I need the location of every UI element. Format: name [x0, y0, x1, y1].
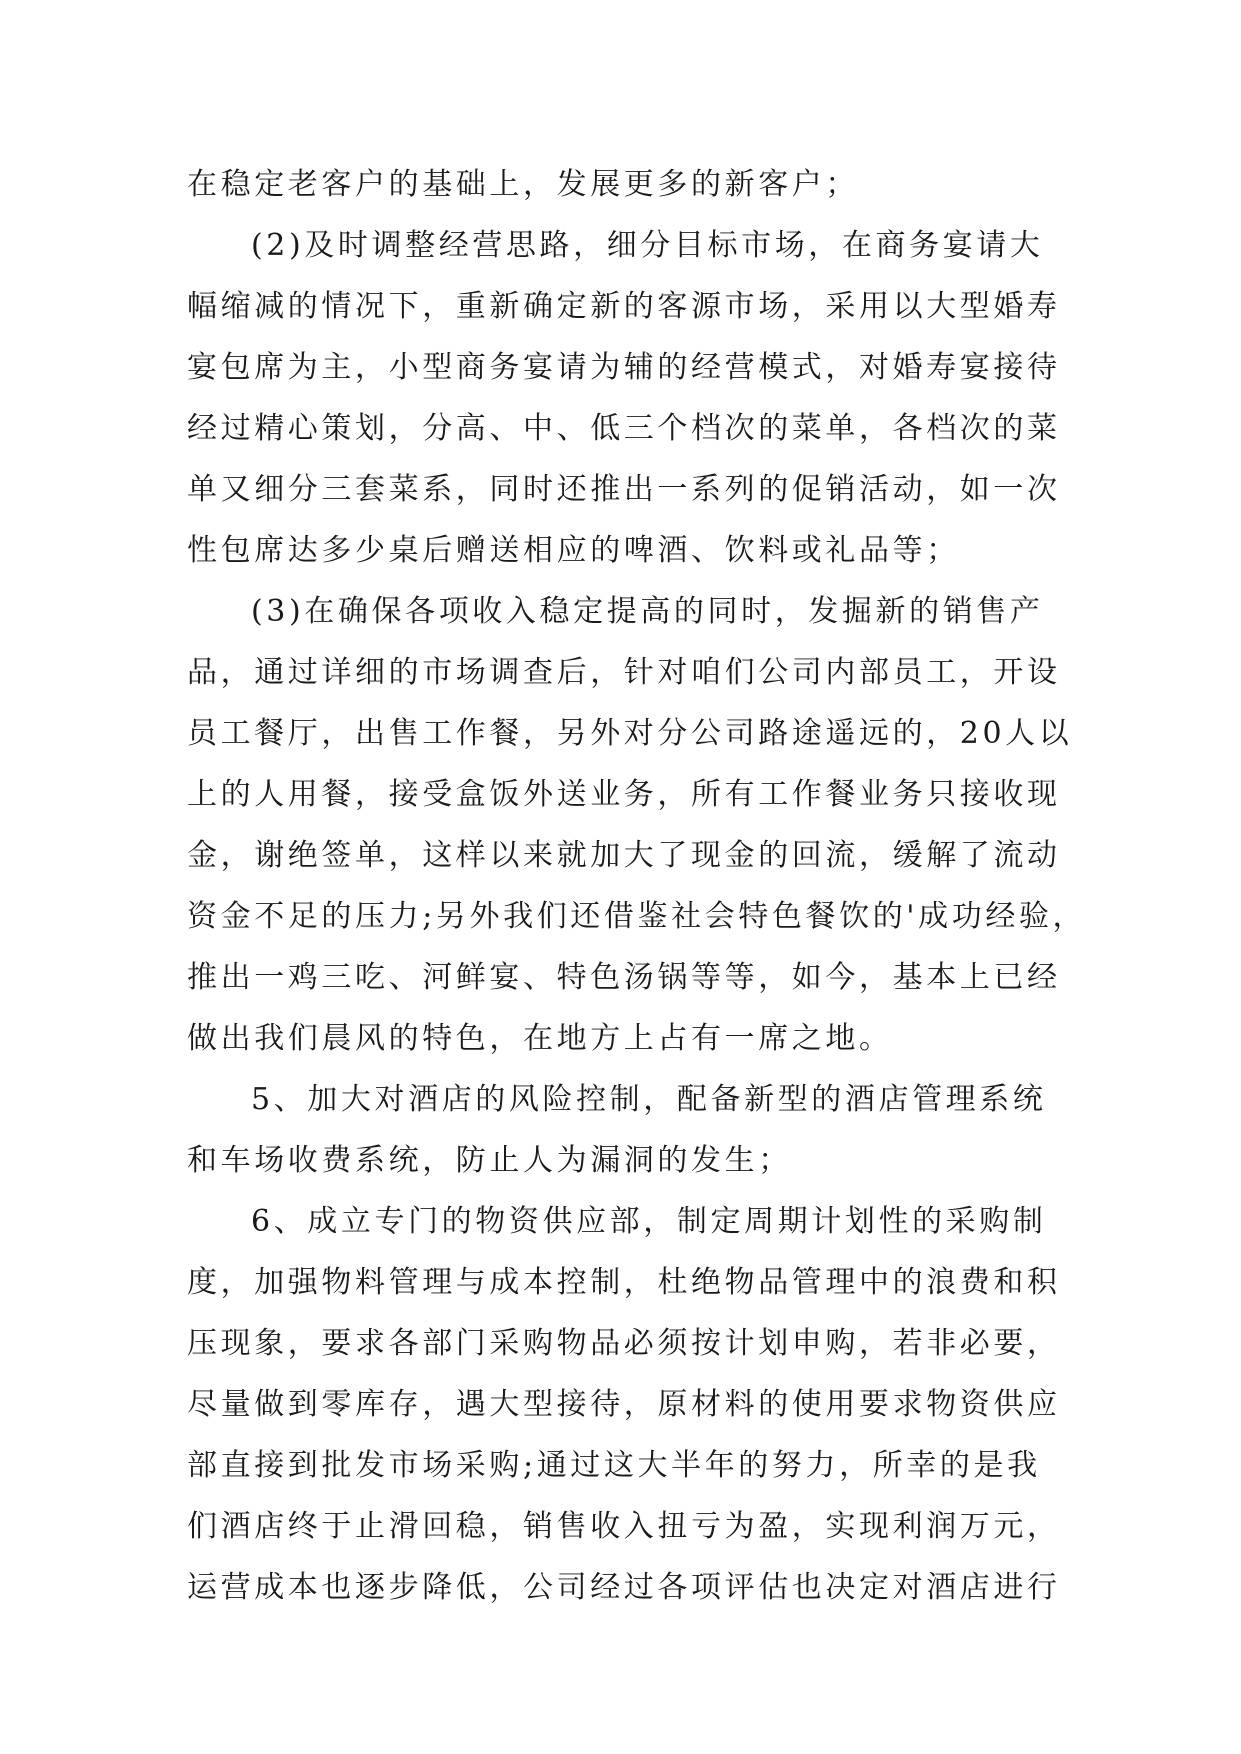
text-line: 部直接到批发市场采购;通过这大半年的努力，所幸的是我 — [187, 1448, 1041, 1483]
text-line: 尽量做到零库存，遇大型接待，原材料的使用要求物资供应 — [187, 1387, 1061, 1422]
text-line: 在稳定老客户的基础上，发展更多的新客户； — [187, 167, 859, 202]
body-text — [187, 154, 1087, 1618]
text-line: 资金不足的压力;另外我们还借鉴社会特色餐饮的'成功经验， — [187, 899, 1087, 934]
text-line: 品，通过详细的市场调查后，针对咱们公司内部员工，开设 — [187, 655, 1061, 690]
text-line: 宴包席为主，小型商务宴请为辅的经营模式，对婚寿宴接待 — [187, 350, 1061, 385]
text-line: 运营成本也逐步降低，公司经过各项评估也决定对酒店进行 — [187, 1570, 1061, 1605]
text-line: 压现象，要求各部门采购物品必须按计划申购，若非必要， — [187, 1326, 1061, 1361]
text-line: 做出我们晨风的特色，在地方上占有一席之地。 — [187, 1021, 893, 1056]
text-line: 经过精心策划，分高、中、低三个档次的菜单，各档次的菜 — [187, 411, 1061, 446]
text-line: 幅缩减的情况下，重新确定新的客源市场，采用以大型婚寿 — [187, 289, 1061, 324]
text-line: 6、成立专门的物资供应部，制定周期计划性的采购制 — [251, 1204, 1047, 1239]
text-line: (2)及时调整经营思路，细分目标市场，在商务宴请大 — [251, 228, 1044, 263]
text-line: 性包席达多少桌后赠送相应的啤酒、饮料或礼品等； — [187, 533, 960, 568]
text-line: 5、加大对酒店的风险控制，配备新型的酒店管理系统 — [251, 1082, 1047, 1117]
text-line: 金，谢绝签单，这样以来就加大了现金的回流，缓解了流动 — [187, 838, 1061, 873]
text-line: (3)在确保各项收入稳定提高的同时，发掘新的销售产 — [251, 594, 1044, 629]
text-line: 度，加强物料管理与成本控制，杜绝物品管理中的浪费和积 — [187, 1265, 1061, 1300]
text-line: 和车场收费系统，防止人为漏洞的发生； — [187, 1143, 792, 1178]
text-line: 单又细分三套菜系，同时还推出一系列的促销活动，如一次 — [187, 472, 1061, 507]
text-line: 上的人用餐，接受盒饭外送业务，所有工作餐业务只接收现 — [187, 777, 1061, 812]
text-line: 推出一鸡三吃、河鲜宴、特色汤锅等等，如今，基本上已经 — [187, 960, 1061, 995]
text-line: 员工餐厅，出售工作餐，另外对分公司路途遥远的，20人以 — [187, 716, 1073, 751]
text-line: 们酒店终于止滑回稳，销售收入扭亏为盈，实现利润万元， — [187, 1509, 1061, 1544]
